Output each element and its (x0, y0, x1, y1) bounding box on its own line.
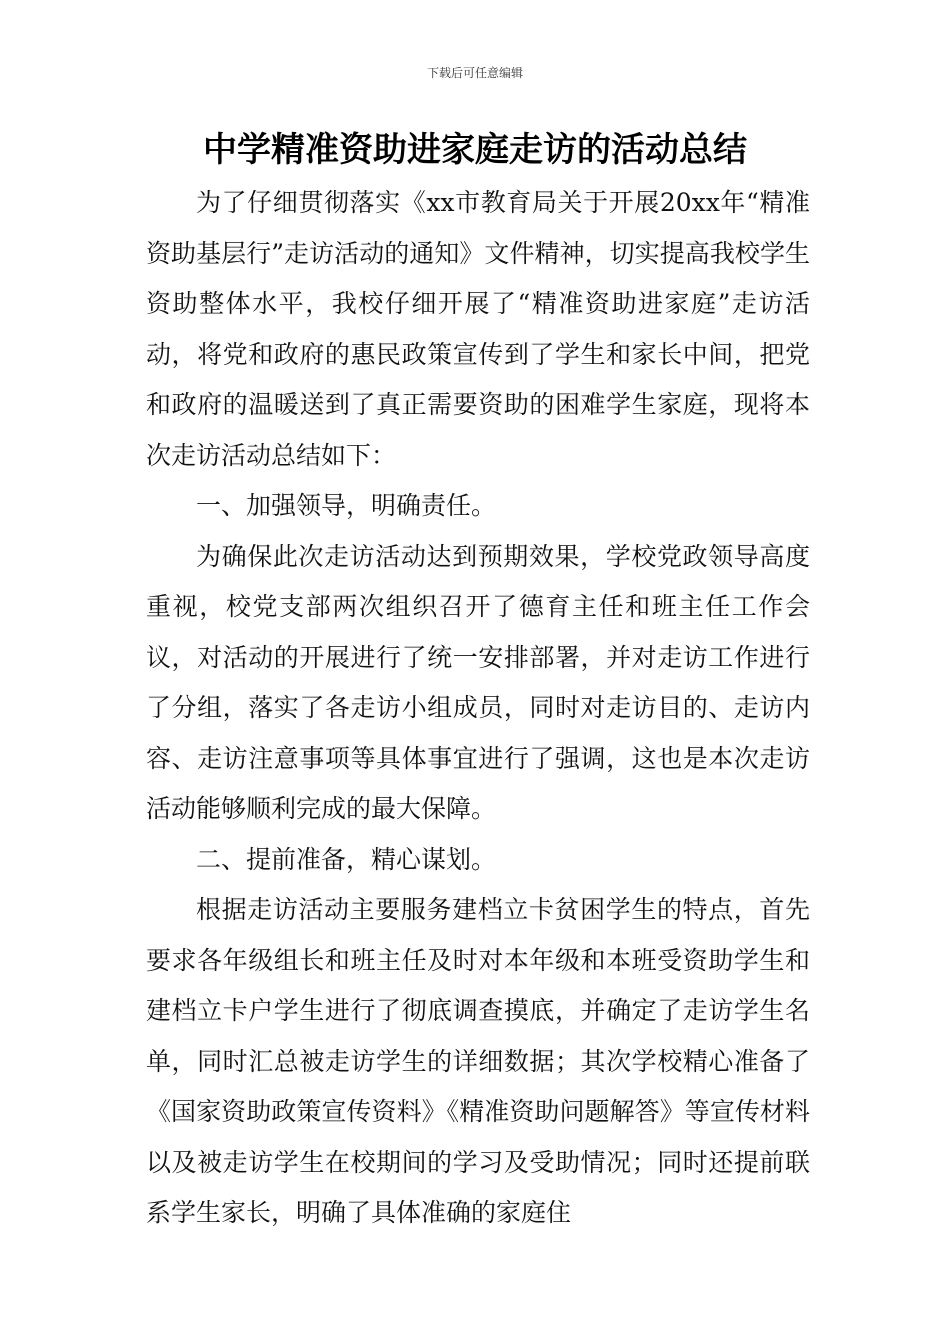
paragraph-section-1: 为确保此次走访活动达到预期效果，学校党政领导高度重视，校党支部两次组织召开了德育主任和班主任工作会议，对活动的开展进行了统一安排部署，并对走访工作进行了分组，落实了各走访小组成员，同时对走访目的、走访内容、走访注意事项等具体事宜进行了强调，这也是本次走访活动能够顺利完成的最大保障。 (146, 541, 810, 823)
document-title: 中学精准资助进家庭走访的活动总结 (203, 130, 747, 170)
section-heading-1: 一、加强领导，明确责任。 (196, 491, 497, 520)
header-note: 下载后可任意编辑 (426, 66, 523, 80)
paragraph-intro: 为了仔细贯彻落实《xx市教育局关于开展20xx年“精准资助基层行”走访活动的通知》文件精神，切实提高我校学生资助整体水平，我校仔细开展了“精准资助进家庭”走访活动，将党和政府的惠民政策宣传到了学生和家长中间，把党和政府的温暖送到了真正需要资助的困难学生家庭，现将本次走访活动总结如下： (146, 188, 810, 470)
document-body (146, 178, 810, 1239)
section-heading-2: 二、提前准备，精心谋划。 (196, 844, 497, 874)
paragraph-section-2: 根据走访活动主要服务建档立卡贫困学生的特点，首先要求各年级组长和班主任及时对本年级和本班受资助学生和建档立卡户学生进行了彻底调查摸底，并确定了走访学生名单，同时汇总被走访学生的详细数据；其次学校精心准备了《国家资助政策宣传资料》《精准资助问题解答》等宣传材料以及被走访学生在校期间的学习及受助情况；同时还提前联系学生家长，明确了具体准确的家庭住 (146, 895, 810, 1227)
